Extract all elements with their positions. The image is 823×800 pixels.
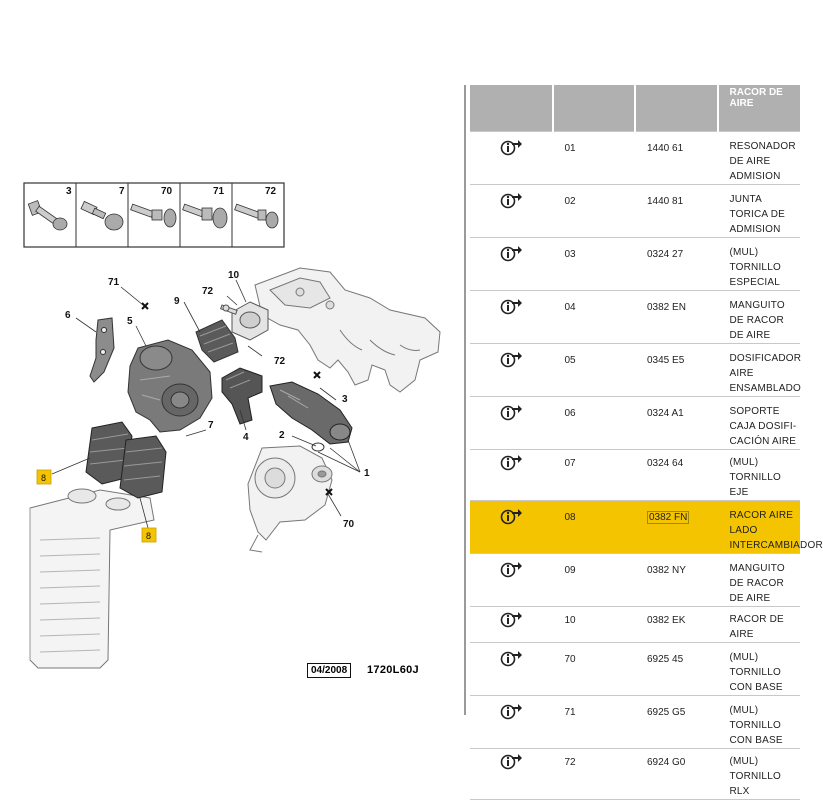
- part-number: 07: [553, 450, 636, 501]
- info-cell[interactable]: [470, 132, 553, 185]
- part-reference-text[interactable]: 0324 A1: [647, 408, 684, 419]
- table-row[interactable]: [470, 749, 800, 800]
- badge-8-bottom: [142, 528, 156, 542]
- table-row[interactable]: [470, 291, 800, 344]
- callout-9: 9: [174, 296, 180, 307]
- part-6-bracket: [90, 318, 114, 382]
- callout-6: 6: [65, 310, 71, 321]
- part-reference[interactable]: [635, 450, 718, 501]
- table-row[interactable]: [470, 344, 800, 397]
- bolt-72-top: [221, 305, 237, 314]
- part-description: MANGUITO DE RACOR DE AIRE: [718, 291, 801, 344]
- callout-1: 1: [364, 468, 370, 479]
- part-description: RACOR DE AIRE: [718, 607, 801, 643]
- screw-label-7: 7: [119, 186, 125, 197]
- callout-3: 3: [342, 394, 348, 405]
- cross-marker-71: [142, 303, 148, 309]
- screw-label-70: 70: [161, 186, 173, 197]
- screw-label-72: 72: [265, 186, 277, 197]
- footer-date: 04/2008: [307, 663, 351, 678]
- part-reference-text[interactable]: 0324 64: [647, 458, 684, 469]
- info-cell[interactable]: [470, 607, 553, 643]
- info-arrow-icon[interactable]: [500, 350, 522, 368]
- part-number: 72: [553, 749, 636, 800]
- part-description: DOSIFICADOR AIRE ENSAMBLADO: [718, 344, 801, 397]
- footer-code: 1720L60J: [367, 664, 419, 676]
- part-reference[interactable]: [635, 554, 718, 607]
- info-arrow-icon[interactable]: [500, 752, 522, 770]
- table-row[interactable]: [470, 696, 800, 749]
- part-reference[interactable]: [635, 132, 718, 185]
- table-header: [470, 85, 800, 132]
- table-row[interactable]: [470, 501, 800, 554]
- part-reference[interactable]: [635, 749, 718, 800]
- info-cell[interactable]: [470, 185, 553, 238]
- table-row[interactable]: [470, 643, 800, 696]
- header-col-ref: [635, 85, 718, 132]
- part-reference-text[interactable]: 6925 G5: [647, 707, 686, 718]
- part-number: 05: [553, 344, 636, 397]
- part-number: 09: [553, 554, 636, 607]
- part-description: RACOR AIRE LADO INTERCAMBIADOR: [718, 501, 801, 554]
- badge-8-left: [37, 470, 51, 484]
- part-number: 01: [553, 132, 636, 185]
- info-cell[interactable]: [470, 450, 553, 501]
- header-col-name: [718, 85, 801, 132]
- parts-table: [470, 85, 823, 800]
- part-description: (MUL) TORNILLO RLX: [718, 749, 801, 800]
- callout-5: 5: [127, 316, 133, 327]
- part-reference[interactable]: [635, 607, 718, 643]
- table-row[interactable]: [470, 450, 800, 501]
- intercooler: [30, 489, 154, 668]
- part-reference-text[interactable]: 1440 81: [647, 196, 684, 207]
- callout-72-mid: 72: [274, 356, 286, 367]
- table-row[interactable]: [470, 238, 800, 291]
- info-arrow-icon[interactable]: [500, 507, 522, 525]
- part-reference-text[interactable]: 6925 45: [647, 654, 684, 665]
- info-cell[interactable]: [470, 501, 553, 554]
- info-cell[interactable]: [470, 554, 553, 607]
- info-arrow-icon[interactable]: [500, 138, 522, 156]
- part-reference-text[interactable]: 0345 E5: [647, 355, 685, 366]
- badge-8-bottom-label: 8: [146, 531, 152, 541]
- part-reference[interactable]: [635, 501, 718, 554]
- table-row[interactable]: [470, 185, 800, 238]
- callout-72-top: 72: [202, 286, 214, 297]
- part-number: 03: [553, 238, 636, 291]
- part-reference[interactable]: [635, 397, 718, 450]
- header-col-num: [553, 85, 636, 132]
- header-name-label: RACOR DE AIRE: [729, 87, 783, 109]
- info-arrow-icon[interactable]: [500, 191, 522, 209]
- info-arrow-icon[interactable]: [500, 453, 522, 471]
- part-reference-text[interactable]: 0324 27: [647, 249, 684, 260]
- part-description: (MUL) TORNILLO ESPECIAL: [718, 238, 801, 291]
- part-description: JUNTA TORICA DE ADMISION: [718, 185, 801, 238]
- info-cell[interactable]: [470, 238, 553, 291]
- info-arrow-icon[interactable]: [500, 560, 522, 578]
- part-reference-text[interactable]: 6924 G0: [647, 757, 686, 768]
- part-number: 02: [553, 185, 636, 238]
- table-row[interactable]: [470, 397, 800, 450]
- part-number: 10: [553, 607, 636, 643]
- callout-7: 7: [208, 420, 214, 431]
- part-reference[interactable]: [635, 238, 718, 291]
- info-cell[interactable]: [470, 749, 553, 800]
- part-reference[interactable]: [635, 344, 718, 397]
- info-arrow-icon[interactable]: [500, 297, 522, 315]
- info-cell[interactable]: [470, 344, 553, 397]
- table-row[interactable]: [470, 607, 800, 643]
- table-row[interactable]: [470, 132, 800, 185]
- info-arrow-icon[interactable]: [500, 244, 522, 262]
- callout-4: 4: [243, 432, 249, 443]
- part-reference-text[interactable]: 0382 NY: [647, 565, 686, 576]
- part-description: (MUL) TORNILLO EJE: [718, 450, 801, 501]
- part-reference-text[interactable]: 0382 EN: [647, 302, 686, 313]
- part-reference[interactable]: [635, 185, 718, 238]
- turbocharger: [248, 446, 332, 552]
- screw-label-3: 3: [66, 186, 72, 197]
- part-description: (MUL) TORNILLO CON BASE: [718, 643, 801, 696]
- part-2-ring: [312, 443, 324, 451]
- panel-divider: [464, 85, 466, 715]
- callout-70: 70: [343, 519, 355, 530]
- callout-2: 2: [279, 430, 285, 441]
- part-reference-text[interactable]: 0382 FN: [649, 512, 688, 523]
- screw-legend: [24, 183, 284, 247]
- part-number: 71: [553, 696, 636, 749]
- intake-manifold: [255, 268, 440, 392]
- part-description: RESONADOR DE AIRE ADMISION: [718, 132, 801, 185]
- info-cell[interactable]: [470, 696, 553, 749]
- part-number: 06: [553, 397, 636, 450]
- part-reference-text[interactable]: 0382 EK: [647, 615, 686, 626]
- cross-marker-3: [314, 372, 320, 378]
- part-reference[interactable]: [635, 291, 718, 344]
- part-5-air-doser: [128, 340, 212, 432]
- table-row[interactable]: [470, 554, 800, 607]
- part-number: 04: [553, 291, 636, 344]
- part-10-flange: [232, 302, 268, 340]
- info-cell[interactable]: [470, 397, 553, 450]
- part-number: 08: [553, 501, 636, 554]
- part-reference[interactable]: [635, 643, 718, 696]
- info-arrow-icon[interactable]: [500, 403, 522, 421]
- header-col-icon: [470, 85, 553, 132]
- part-reference[interactable]: [635, 696, 718, 749]
- callout-71: 71: [108, 277, 120, 288]
- info-arrow-icon[interactable]: [500, 702, 522, 720]
- part-number: 70: [553, 643, 636, 696]
- badge-8-left-label: 8: [41, 473, 47, 483]
- screw-label-71: 71: [213, 186, 225, 197]
- part-description: SOPORTE CAJA DOSIFI- CACIÓN AIRE: [718, 397, 801, 450]
- info-arrow-icon[interactable]: [500, 610, 522, 628]
- part-reference-text[interactable]: 1440 61: [647, 143, 684, 154]
- part-description: (MUL) TORNILLO CON BASE: [718, 696, 801, 749]
- part-description: MANGUITO DE RACOR DE AIRE: [718, 554, 801, 607]
- info-arrow-icon[interactable]: [500, 649, 522, 667]
- callout-10: 10: [228, 270, 240, 281]
- part-8-hose-right: [120, 436, 166, 498]
- info-cell[interactable]: [470, 643, 553, 696]
- info-cell[interactable]: [470, 291, 553, 344]
